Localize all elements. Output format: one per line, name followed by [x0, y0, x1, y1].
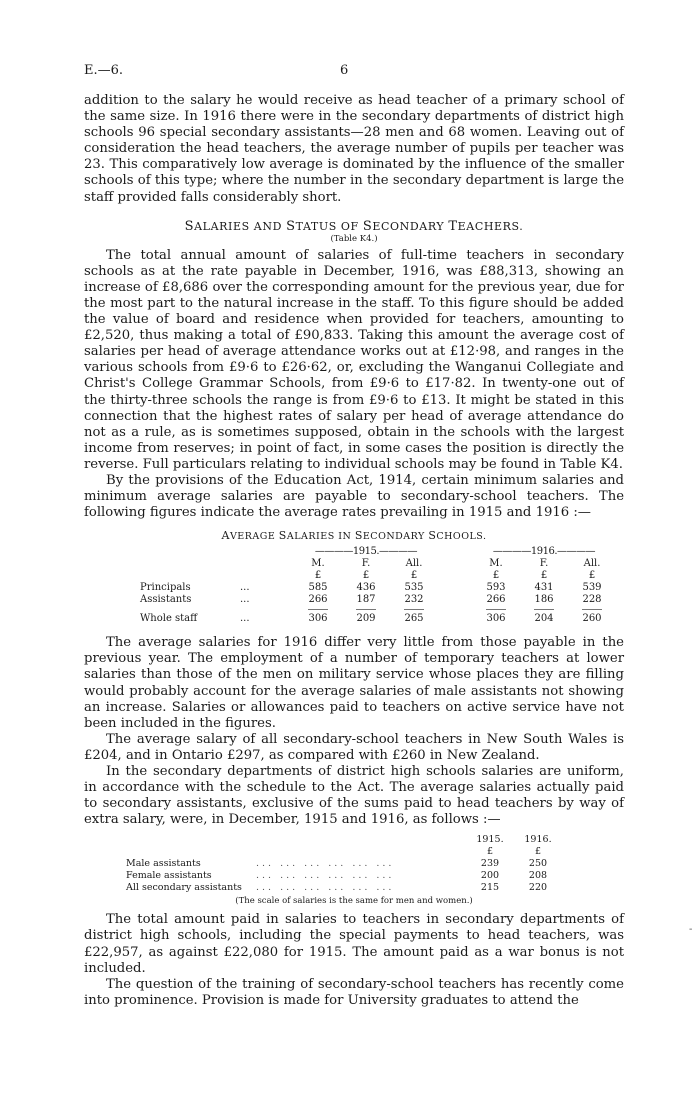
unit-row: £ £ £ £ £ £ — [314, 570, 596, 582]
average-salaries-table-title: AVERAGE SALARIES IN SECONDARY SCHOOLS. — [221, 529, 487, 543]
paragraph-4: The average salaries for 1916 differ very little from those payable in the previous year. The employment of a number of temporary teachers at lower salaries than those of the men on military service whose places they are filling would probably account for the average salaries of male assistants not showing an increase. Salaries or allowances paid to teachers on active service have not been included in the figures. — [84, 635, 624, 731]
paragraph-1: addition to the salary he would receive as head teacher of a primary school of the same size. In 1916 there were in the secondary departments of district high schools 96 special secondary assistants—28 men and 68 women. Leaving out of consideration the head teachers, the average number of pupils per teacher was 23. This comparatively low average is dominated by the influence of the smaller schools of this type; where the number in the secondary department is large the staff provided falls considerably short. — [84, 93, 624, 205]
paragraph-3: By the provisions of the Education Act, 1914, certain minimum salaries and minimum average salaries are payable to secondary-school teachers. The following figures indicate the average rates prevailing in 1915 and 1916 :— — [84, 472, 624, 521]
document-reference: E.—6. — [84, 63, 124, 78]
paragraph-5: The average salary of all secondary-school teachers in New South Wales is £204, and in Ontario £297, as compared with £260 in New Zealand. — [84, 731, 624, 763]
paragraph-7: The total amount paid in salaries to teachers in secondary departments of district high schools, including the special payments to head teachers, was £22,957, as against £22,080 for 1915. The amount paid as a war bonus is not included. — [84, 912, 624, 976]
page-number: 6 — [340, 63, 349, 78]
rule-row — [140, 606, 616, 613]
page-header — [84, 63, 624, 81]
table-note: (The scale of salaries is the same for men and women.) — [235, 896, 473, 907]
unit-row: £ £ — [486, 846, 542, 858]
table-row: Female assistants ... ... ... ... ... ... 200 208 — [126, 870, 548, 882]
table-row: Assistants ... 266 187 232 266 186 228 — [140, 594, 602, 606]
paragraph-8: The question of the training of secondary-school teachers has recently come into prominence. Provision is made for University graduates to attend the — [84, 976, 624, 1008]
table-total-row: Whole staff ... 306 209 265 306 204 260 — [140, 613, 602, 625]
section-heading: SALARIES AND STATUS OF SECONDARY TEACHERS. — [184, 218, 524, 234]
table-row: Male assistants ... ... ... ... ... ... 239 250 — [126, 858, 548, 870]
table-row: All secondary assistants ... ... ... ... ... ... 215 220 — [126, 882, 548, 894]
year-1915-header: ————1915.———— — [314, 546, 418, 558]
paragraph-6: In the secondary departments of district high schools salaries are uniform, in accordance with the schedule to the Act. The average salaries actually paid to secondary assistants, exclusive of the sums paid to head teachers by way of extra salary, were, in December, 1915 and 1916, as follows :— — [84, 764, 624, 828]
paragraph-2: The total annual amount of salaries of full-time teachers in secondary schools as at the rate payable in December, 1916, was £88,313, showing an increase of £8,686 over the corresponding amount for the previous year, due for the most part to the natural increase in the staff. To this figure should be added the value of board and residence when provided for teachers, amounting to £2,520, thus making a total of £90,833. Taking this amount the average cost of salaries per head of average attendance works out at £12·98, and ranges in the various schools from £9·6 to £26·62, or, excluding the Wanganui Collegiate and Christ's College Grammar Schools, from £9·6 to £17·82. In twenty-one out of the thirty-three schools the range is from £9·6 to £13. It might be stated in this connection that the highest rates of salary per head of average attendance do not as a rule, as is sometimes supposed, obtain in the schools with the largest income from reserves; in point of fact, in some cases the position is directly the reverse. Full particulars relating to individual schools may be found in Table K4. — [84, 247, 624, 472]
table-reference: (Table K4.) — [330, 233, 378, 244]
year-1916-header: ————1916.———— — [492, 546, 596, 558]
district-high-school-salaries-table — [126, 834, 562, 894]
table-row: Principals ... 585 436 535 593 431 539 — [140, 582, 602, 594]
year-header-row: 1915. 1916. — [476, 834, 552, 846]
margin-mark: - — [689, 924, 693, 935]
page-body — [84, 93, 624, 1009]
average-salaries-table — [140, 546, 616, 625]
column-headers: M. F. All. M. F. All. — [311, 558, 601, 570]
